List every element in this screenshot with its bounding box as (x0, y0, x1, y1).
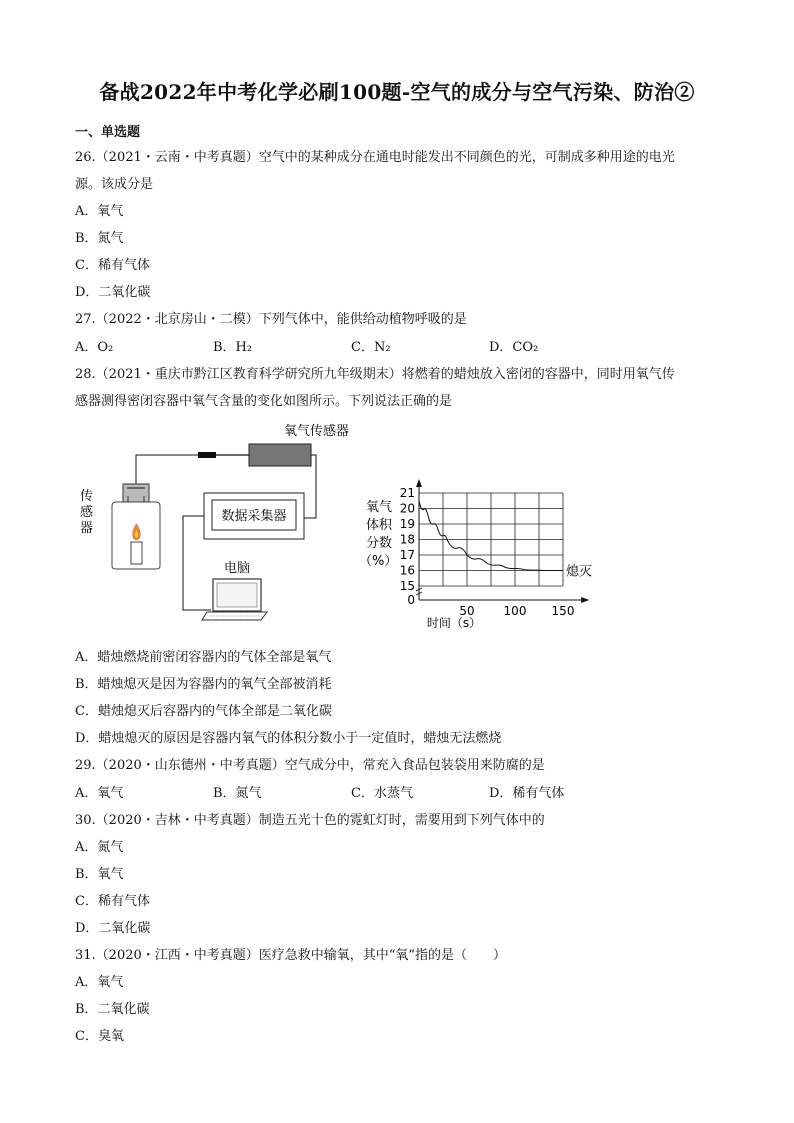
sensor-probe (198, 452, 216, 458)
oxygen-chart (359, 479, 592, 630)
q31-option-b: B．二氧化碳 (75, 1002, 150, 1017)
q26-option-b: B．氮气 (75, 231, 124, 246)
q28-option-a: A．蜡烛燃烧前密闭容器内的气体全部是氧气 (75, 650, 332, 665)
q31-stem: 31.（2020・江西・中考真题）医疗急救中输氧，其中“氧”指的是（ ） (75, 948, 507, 963)
q30-option-b: B．氧气 (75, 867, 124, 882)
y-axis-arrow (416, 479, 422, 487)
q28-apparatus-diagram (76, 416, 593, 636)
q29-option-d: D．稀有气体 (489, 786, 565, 801)
x-tick-label: 50 (459, 604, 475, 618)
y-tick-label: 19 (399, 517, 415, 531)
y-tick-label: 20 (399, 501, 415, 516)
oxygen-sensor-box (249, 444, 311, 466)
page-title: 备战2022年中考化学必刷100题-空气的成分与空气污染、防治② (99, 80, 695, 104)
q29-option-c: C．水蒸气 (351, 786, 413, 801)
q31-option-c: C．臭氧 (75, 1029, 124, 1044)
q27-stem: 27.（2022・北京房山・二模）下列气体中，能供给动植物呼吸的是 (75, 312, 467, 327)
y-tick-label: 0 (407, 593, 415, 607)
q27-option-a: A．O₂ (75, 340, 114, 355)
q30-option-c: C．稀有气体 (75, 894, 150, 909)
oxygen-sensor-label: 氧气传感器 (284, 424, 350, 439)
q30-stem: 30.（2020・吉林・中考真题）制造五光十色的霓虹灯时，需要用到下列气体中的 (75, 813, 545, 828)
sensor-vertical-label: 传感器 (80, 489, 94, 536)
x-tick-label: 100 (503, 604, 527, 618)
q28-option-d: D．蜡烛熄灭的原因是容器内氧气的体积分数小于一定值时，蜡烛无法燃烧 (75, 731, 502, 746)
q30-option-d: D．二氧化碳 (75, 921, 151, 936)
chart-ylabel: 氧气 体积 分数 （%） (359, 500, 398, 569)
q29-options (75, 782, 725, 801)
q28-figure (76, 416, 593, 640)
q27-options (75, 336, 725, 355)
q28-stem-line1: 28.（2021・重庆市黔江区教育科学研究所九年级期末）将燃着的蜡烛放入密闭的容器中，同时用氧气传 (75, 367, 675, 382)
q26-stem-line1: 26.（2021・云南・中考真题）空气中的某种成分在通电时能发出不同颜色的光，可制成多种用途的电光 (75, 150, 675, 165)
y-tick-label: 21 (399, 486, 415, 500)
q29-option-b: B．氮气 (213, 786, 262, 801)
y-tick-label: 15 (399, 579, 415, 593)
q28-option-b: B．蜡烛熄灭是因为容器内的氧气全部被消耗 (75, 677, 332, 692)
x-tick-label: 150 (551, 604, 575, 618)
computer-label: 电脑 (224, 561, 251, 576)
x-axis-arrow (581, 597, 589, 603)
chart-end-label: 熄灭 (566, 564, 593, 580)
laptop-icon (202, 579, 267, 620)
q26-option-a: A．氧气 (75, 204, 124, 219)
q26-option-d: D．二氧化碳 (75, 285, 151, 300)
q26-stem-line2: 源。该成分是 (75, 177, 154, 192)
q27-option-c: C．N₂ (351, 340, 391, 355)
chart-xlabel: 时间（s） (426, 616, 482, 630)
q28-option-c: C．蜡烛熄灭后容器内的气体全部是二氧化碳 (75, 704, 332, 719)
q31-option-a: A．氧气 (75, 975, 124, 990)
y-tick-label: 17 (399, 548, 415, 562)
q30-option-a: A．氮气 (75, 840, 124, 855)
q29-stem: 29.（2020・山东德州・中考真题）空气成分中，常充入食品包装袋用来防腐的是 (75, 758, 545, 773)
q27-option-d: D．CO₂ (489, 340, 539, 355)
q29-option-a: A．氧气 (75, 786, 124, 801)
q27-option-b: B．H₂ (213, 340, 253, 355)
q28-stem-line2: 感器测得密闭容器中氧气含量的变化如图所示。下列说法正确的是 (75, 394, 453, 409)
data-collector-label: 数据采集器 (221, 509, 287, 524)
y-tick-label: 18 (399, 532, 415, 547)
section-heading: 一、单选题 (75, 125, 141, 140)
q26-option-c: C．稀有气体 (75, 258, 150, 273)
y-tick-label: 16 (399, 563, 415, 578)
